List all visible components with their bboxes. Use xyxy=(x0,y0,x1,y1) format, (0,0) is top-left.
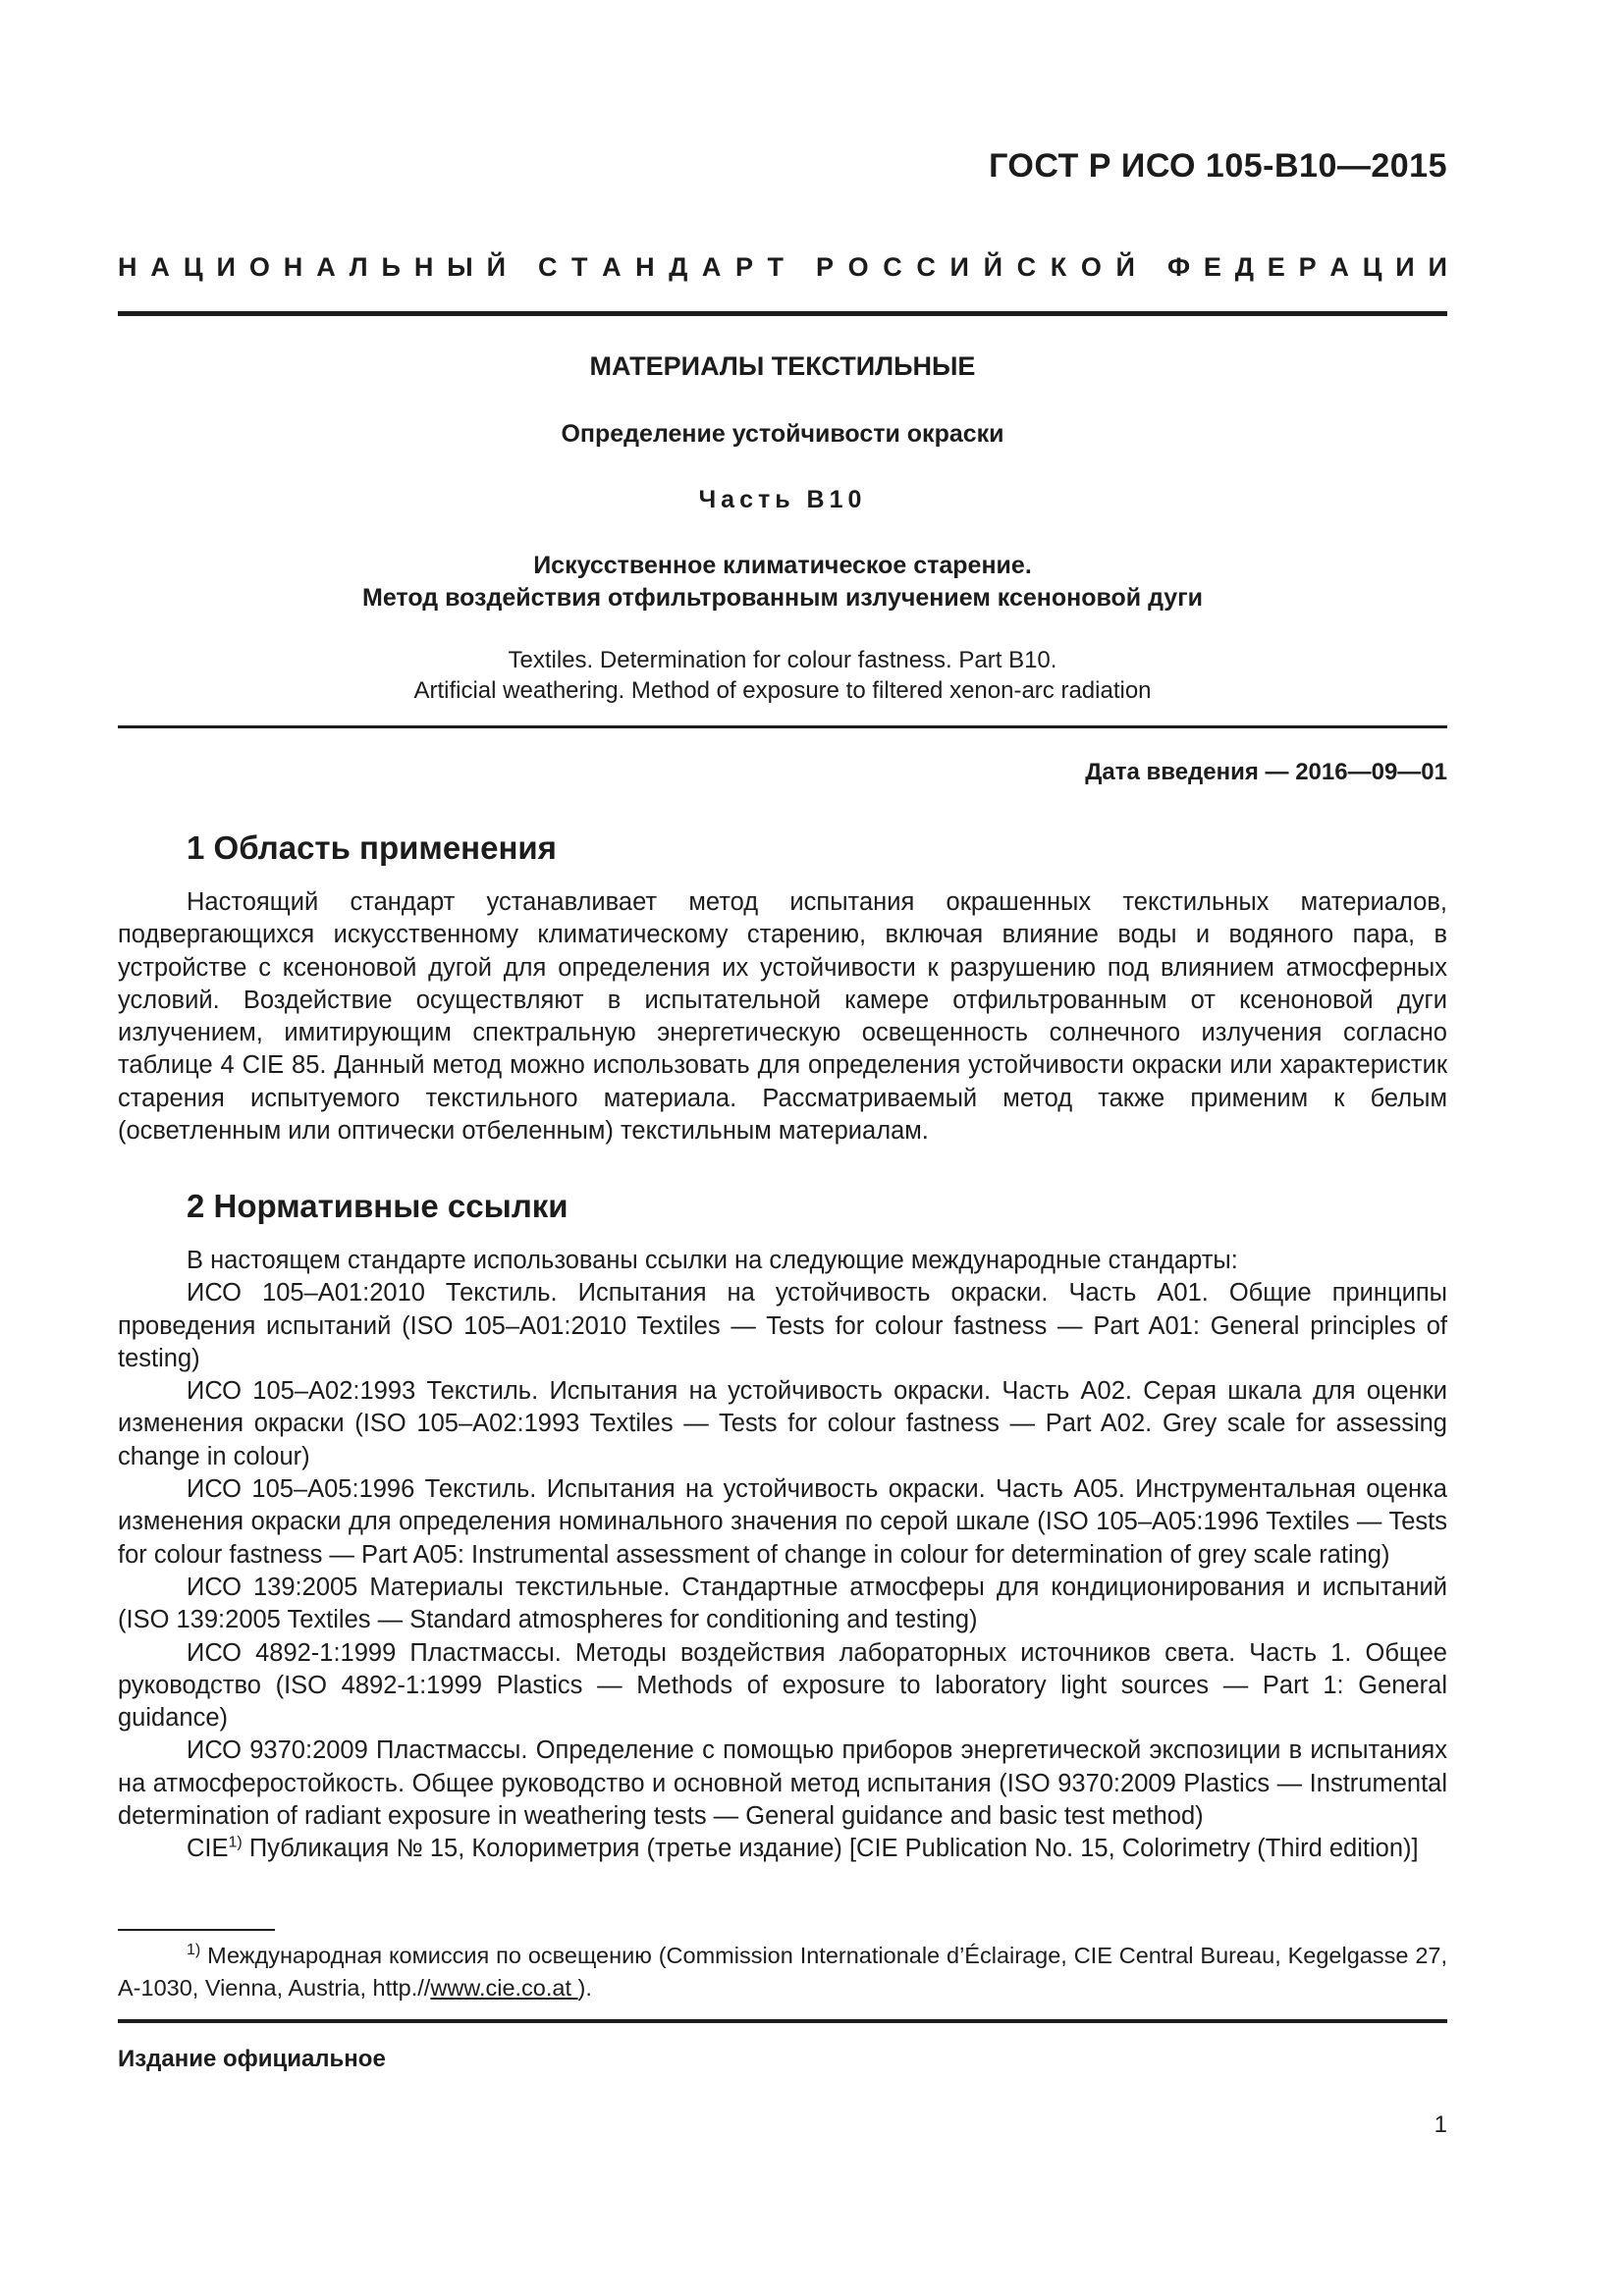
banner-letter: О xyxy=(847,252,869,282)
title-subtitle: Определение устойчивости окраски xyxy=(561,420,1004,448)
banner-letter: Е xyxy=(1267,252,1285,282)
banner-letter: Е xyxy=(1203,252,1221,282)
footnote xyxy=(118,1940,1447,2004)
title-main: МАТЕРИАЛЫ ТЕКСТИЛЬНЫЕ xyxy=(589,351,976,381)
banner-letter: Т xyxy=(767,252,784,282)
banner-letter: С xyxy=(538,252,558,282)
banner-letter: Р xyxy=(816,252,835,282)
banner-word xyxy=(538,252,784,283)
footer-rule xyxy=(118,2019,1447,2023)
banner-letter: Й xyxy=(983,252,1002,282)
banner-letter: А xyxy=(602,252,622,282)
banner-letter: Ф xyxy=(1167,252,1191,282)
banner-letter: Н xyxy=(118,252,137,282)
banner-letter: И xyxy=(1395,252,1415,282)
banner-letter: Ц xyxy=(1362,252,1382,282)
national-standard-banner xyxy=(118,252,1447,283)
page-number: 1 xyxy=(1434,2111,1447,2138)
banner-letter: О xyxy=(248,252,270,282)
title-rule xyxy=(118,725,1447,728)
banner-letter: К xyxy=(1050,252,1067,282)
banner-letter: И xyxy=(216,252,236,282)
banner-letter: Р xyxy=(1298,252,1317,282)
title-name-line: Искусственное климатическое старение. xyxy=(533,552,1032,579)
cie-text: Публикация № 15, Колориметрия (третье издание) [CIE Publication No. 15, Colorimetry (Third edition)] xyxy=(242,1835,1419,1863)
banner-letter: С xyxy=(883,252,902,282)
banner-letter: И xyxy=(1428,252,1447,282)
banner-letter: Ц xyxy=(183,252,203,282)
section-2-body xyxy=(118,1245,1447,1866)
title-part: Часть В10 xyxy=(698,486,867,513)
footnote-tail: ). xyxy=(577,1975,592,2001)
banner-letter: Л xyxy=(349,252,368,282)
banner-letter: Н xyxy=(413,252,434,282)
banner-letter: Д xyxy=(669,252,688,282)
banner-letter: Й xyxy=(1115,252,1135,282)
cie-prefix: CIE xyxy=(187,1835,229,1863)
banner-letter: Ь xyxy=(381,252,401,282)
banner-letter: С xyxy=(1016,252,1037,282)
official-edition-label: Издание официальное xyxy=(118,2046,386,2072)
banner-letter: Н xyxy=(635,252,655,282)
banner-word xyxy=(816,252,1135,283)
header-rule xyxy=(118,311,1447,316)
banner-letter: А xyxy=(316,252,336,282)
section-2-heading: 2 Нормативные ссылки xyxy=(187,1188,568,1224)
paragraph: В настоящем стандарте использованы ссылки на следующие международные стандарты: xyxy=(187,1247,1238,1274)
reference-item-cie xyxy=(118,1833,1447,1865)
reference-item: ИСО 105–А02:1993 Текстиль. Испытания на устойчивость окраски. Часть А02. Серая шкала для оценки изменения окраски (ISO 105–A02:1993 Textiles — Tests for colour fastness — Part A02. Grey scale for assessing change in colour) xyxy=(118,1377,1447,1470)
banner-letter: О xyxy=(1080,252,1102,282)
footnote-text: Международная комиссия по освещению (Commission Internationale d’Éclairage, CIE Central Bureau, Kegelgasse 27, A-1030, Vienna, Austria, http.// xyxy=(118,1943,1447,2001)
title-name-line: Метод воздействия отфильтрованным излучением ксеноновой дуги xyxy=(362,584,1203,612)
paragraph: Настоящий стандарт устанавливает метод испытания окрашенных текстильных материалов, подвергающихся искусственному климатическому старению, включая влияние воды и водяного пара, в устройстве с ксеноновой дугой для определения их устойчивости к разрушению под влиянием атмосферных условий. Воздействие осуществляют в испытательной камере отфильтрованным от ксеноновой дуги излучением, имитирующим спектральную энергетическую освещенность солнечного излучения согласно таблице 4 CIE 85. Данный метод можно использовать для определения устойчивости окраски или характеристик старения испытуемого текстильного материала. Рассматриваемый метод также применим к белым (осветленным или оптически отбеленным) текстильным материалам. xyxy=(118,888,1447,1146)
banner-letter: Д xyxy=(1234,252,1254,282)
banner-letter: Р xyxy=(734,252,753,282)
banner-letter: С xyxy=(916,252,936,282)
title-english-line: Textiles. Determination for colour fastness. Part B10. xyxy=(508,647,1057,673)
reference-item: ИСО 105–А05:1996 Текстиль. Испытания на устойчивость окраски. Часть А05. Инструментальная оценка изменения окраски для определения номинального значения по серой шкале (ISO 105–A05:1996 Textiles — Tests for colour fastness — Part A05: Instrumental assessment of change in colour for determination of grey scale rating) xyxy=(118,1475,1447,1569)
section-1-heading: 1 Область применения xyxy=(187,829,557,866)
standard-code: ГОСТ Р ИСО 105-В10—2015 xyxy=(989,147,1447,185)
title-english-line: Artificial weathering. Method of exposure to filtered xenon-arc radiation xyxy=(413,677,1152,704)
banner-letter: Н xyxy=(283,252,303,282)
banner-letter: А xyxy=(701,252,722,282)
banner-letter: А xyxy=(150,252,170,282)
banner-letter: А xyxy=(1329,252,1349,282)
section-1-body xyxy=(118,886,1447,1148)
footnote-ref: 1) xyxy=(228,1834,243,1851)
banner-letter: Й xyxy=(486,252,506,282)
title-name xyxy=(118,550,1447,614)
banner-letter: Т xyxy=(571,252,588,282)
reference-item: ИСО 139:2005 Материалы текстильные. Стандартные атмосферы для кондиционирования и испытаний (ISO 139:2005 Textiles — Standard atmospheres for conditioning and testing) xyxy=(118,1573,1447,1634)
title-english xyxy=(118,645,1447,706)
banner-word xyxy=(1167,252,1447,283)
banner-word xyxy=(118,252,506,283)
date-of-introduction: Дата введения — 2016—09—01 xyxy=(1085,759,1447,785)
reference-item: ИСО 105–А01:2010 Текстиль. Испытания на устойчивость окраски. Часть А01. Общие принципы проведения испытаний (ISO 105–A01:2010 Textiles — Tests for colour fastness — Part A01: General principles of testing) xyxy=(118,1279,1447,1372)
banner-letter: И xyxy=(949,252,969,282)
document-page xyxy=(118,0,1447,2296)
footnote-rule xyxy=(118,1929,275,1931)
reference-item: ИСО 4892-1:1999 Пластмассы. Методы воздействия лабораторных источников света. Часть 1. Общее руководство (ISO 4892-1:1999 Plastics — Methods of exposure to laboratory light sources — Part 1: General guidance) xyxy=(118,1638,1447,1733)
reference-item: ИСО 9370:2009 Пластмассы. Определение с помощью приборов энергетической экспозиции в испытаниях на атмосферостойкость. Общее руководство и основной метод испытания (ISO 9370:2009 Plastics — Instrumental determination of radiant exposure in weathering tests — General guidance and basic test method) xyxy=(118,1736,1447,1831)
footnote-marker: 1) xyxy=(187,1942,201,1959)
banner-letter: Ы xyxy=(447,252,473,282)
footnote-link[interactable]: www.cie.co.at xyxy=(430,1975,578,2001)
